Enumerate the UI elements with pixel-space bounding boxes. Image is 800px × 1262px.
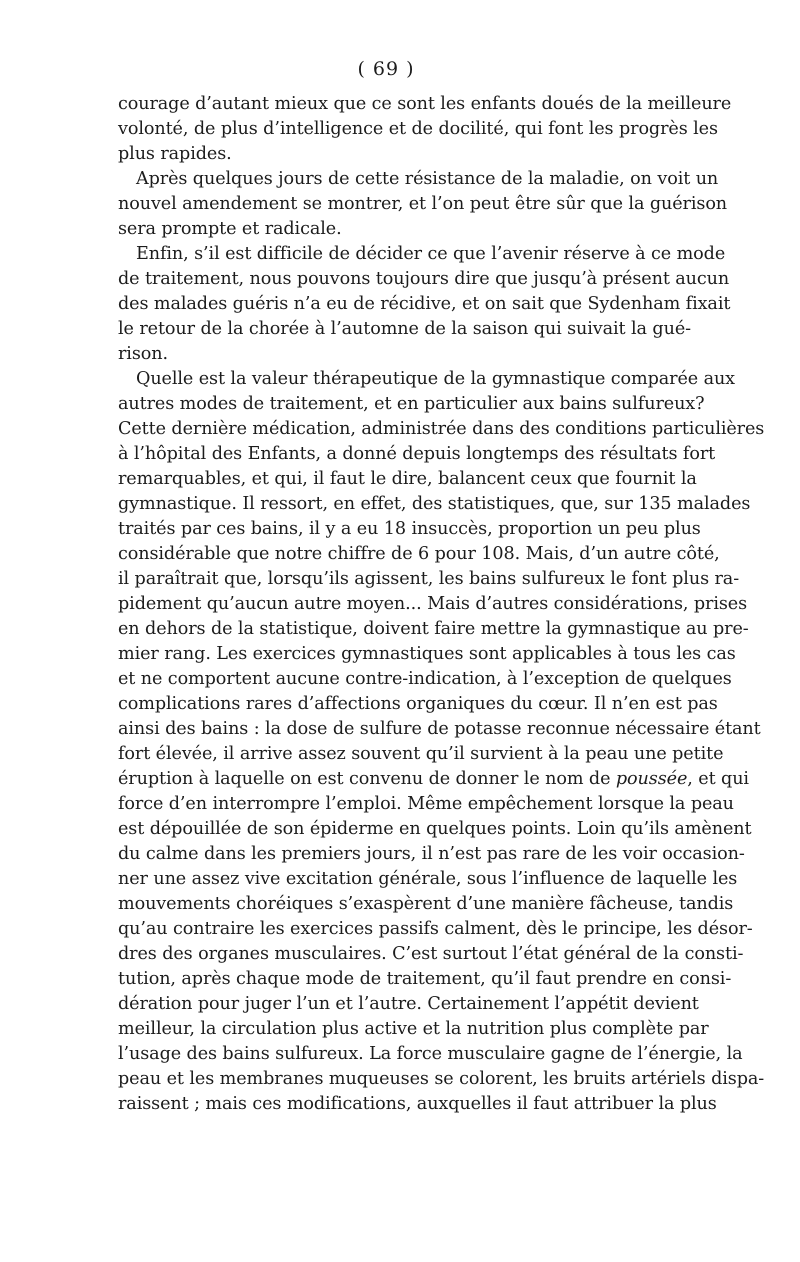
- text-line: remarquables, et qui, il faut le dire, balancent ceux que fournit la: [118, 469, 697, 489]
- text-line: raissent ; mais ces modifications, auxquelles il faut attribuer la plus: [118, 1094, 717, 1114]
- text-line: dération pour juger l’un et l’autre. Certainement l’appétit devient: [118, 994, 699, 1014]
- text-line: de traitement, nous pouvons toujours dire que jusqu’à présent aucun: [118, 269, 730, 289]
- text-line: meilleur, la circulation plus active et la nutrition plus complète par: [118, 1019, 709, 1039]
- text-line: et ne comportent aucune contre-indication, à l’exception de quelques: [118, 669, 732, 689]
- text-line: Cette dernière médication, administrée dans des conditions particulières: [118, 419, 765, 439]
- body-text: [118, 92, 765, 1142]
- italic-term: poussée: [615, 769, 688, 789]
- text-line: tution, après chaque mode de traitement, qu’il faut prendre en consi-: [118, 969, 732, 989]
- text-line: fort élevée, il arrive assez souvent qu’il survient à la peau une petite: [118, 744, 724, 764]
- text-line: mier rang. Les exercices gymnastiques sont applicables à tous les cas: [118, 644, 736, 664]
- text-line: considérable que notre chiffre de 6 pour 108. Mais, d’un autre côté,: [118, 544, 720, 564]
- text-line: est dépouillée de son épiderme en quelques points. Loin qu’ils amènent: [118, 819, 752, 839]
- text-line: rison.: [118, 344, 168, 364]
- text-line: gymnastique. Il ressort, en effet, des statistiques, que, sur 135 malades: [118, 494, 751, 514]
- text-line: complications rares d’affections organiques du cœur. Il n’en est pas: [118, 694, 718, 714]
- text-line: ner une assez vive excitation générale, sous l’influence de laquelle les: [118, 869, 738, 889]
- text-line: autres modes de traitement, et en particulier aux bains sulfureux?: [118, 394, 705, 414]
- text-line: force d’en interrompre l’emploi. Même empêchement lorsque la peau: [118, 794, 734, 814]
- text-line: le retour de la chorée à l’automne de la saison qui suivait la gué-: [118, 319, 691, 339]
- paragraph: [118, 242, 731, 367]
- text-line: qu’au contraire les exercices passifs calment, dès le principe, les désor-: [118, 919, 753, 939]
- text-line: éruption à laquelle on est convenu de donner le nom de poussée, et qui: [118, 769, 749, 789]
- text-line: sera prompte et radicale.: [118, 219, 342, 239]
- text-line: en dehors de la statistique, doivent faire mettre la gymnastique au pre-: [118, 619, 749, 639]
- text-line: il paraîtrait que, lorsqu’ils agissent, les bains sulfureux le font plus ra-: [118, 569, 740, 589]
- text-line: traités par ces bains, il y a eu 18 insuccès, proportion un peu plus: [118, 519, 701, 539]
- text-line: pidement qu’aucun autre moyen... Mais d’autres considérations, prises: [118, 594, 748, 614]
- text-line: Après quelques jours de cette résistance de la maladie, on voit un: [136, 169, 719, 189]
- paragraph: [118, 167, 728, 242]
- page-number: ( 69 ): [357, 58, 415, 80]
- text-line: dres des organes musculaires. C’est surtout l’état général de la consti-: [118, 944, 744, 964]
- paragraph: [118, 367, 765, 1142]
- text-line: Enfin, s’il est difficile de décider ce que l’avenir réserve à ce mode: [136, 244, 726, 264]
- text-line: mouvements choréiques s’exaspèrent d’une manière fâcheuse, tandis: [118, 894, 734, 914]
- text-line: [118, 1117, 681, 1142]
- text-line: du calme dans les premiers jours, il n’est pas rare de les voir occasion-: [118, 844, 745, 864]
- text-line: l’usage des bains sulfureux. La force musculaire gagne de l’énergie, la: [118, 1044, 743, 1064]
- text-line: plus rapides.: [118, 144, 232, 164]
- paragraph: [118, 92, 732, 167]
- text-line: Quelle est la valeur thérapeutique de la gymnastique comparée aux: [136, 369, 736, 389]
- text-line: volonté, de plus d’intelligence et de docilité, qui font les progrès les: [118, 119, 718, 139]
- text-line: courage d’autant mieux que ce sont les enfants doués de la meilleure: [118, 94, 732, 114]
- text-line: peau et les membranes muqueuses se colorent, les bruits artériels dispa-: [118, 1069, 765, 1089]
- text-line: des malades guéris n’a eu de récidive, et on sait que Sydenham fixait: [118, 294, 731, 314]
- text-line: ainsi des bains : la dose de sulfure de potasse reconnue nécessaire étant: [118, 719, 761, 739]
- text-line: nouvel amendement se montrer, et l’on peut être sûr que la guérison: [118, 194, 728, 214]
- text-line: à l’hôpital des Enfants, a donné depuis longtemps des résultats fort: [118, 444, 716, 464]
